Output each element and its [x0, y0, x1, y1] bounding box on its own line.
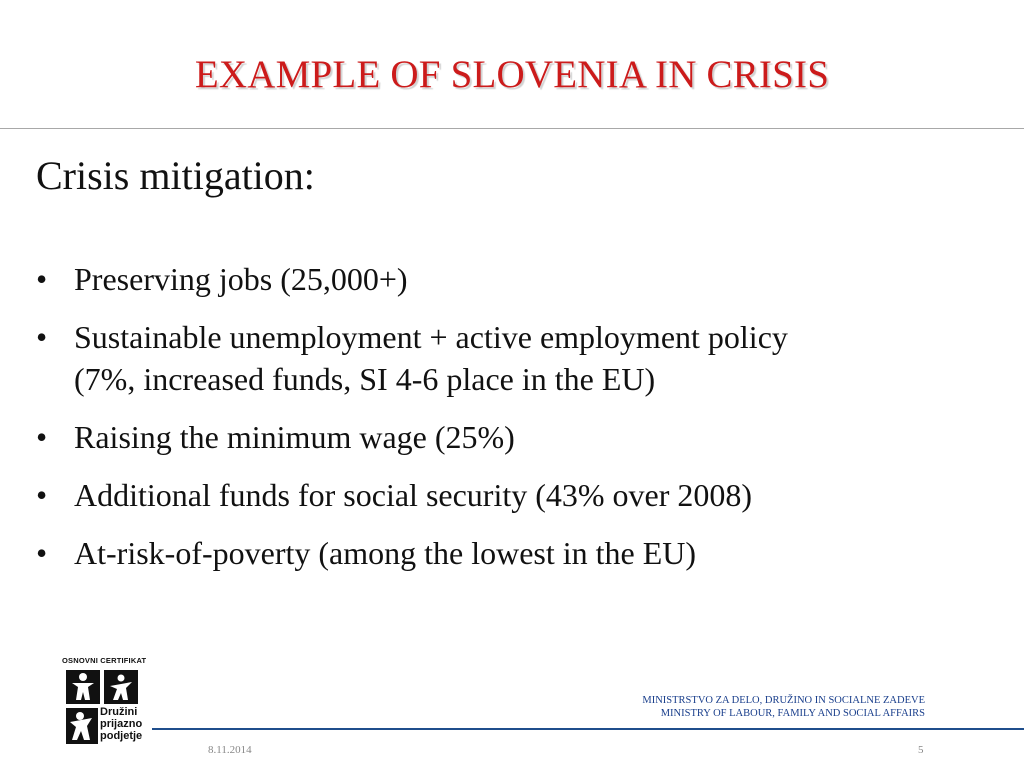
slide-subtitle: Crisis mitigation:: [36, 153, 315, 198]
bullet-item: [36, 532, 986, 574]
ministry-name-slovene: MINISTRSTVO ZA DELO, DRUŽINO IN SOCIALNE ZADEVE: [642, 695, 925, 706]
ministry-name: [642, 694, 925, 720]
ministry-name-english: MINISTRY OF LABOUR, FAMILY AND SOCIAL AFFAIRS: [660, 708, 925, 719]
slide-page-number: 5: [918, 744, 924, 756]
logo-text-line: podjetje: [100, 730, 143, 742]
bullet-text: Sustainable unemployment + active employment policy: [74, 319, 788, 355]
bullet-text: Raising the minimum wage (25%): [74, 419, 515, 455]
bullet-dot: •: [36, 319, 48, 355]
bullet-item: [36, 316, 986, 400]
logo-text-line: prijazno: [100, 718, 143, 730]
certificate-logo: [62, 656, 146, 748]
bullet-item: [36, 416, 986, 458]
bullet-text: Preserving jobs (25,000+): [74, 261, 408, 297]
bullet-dot: •: [36, 261, 48, 297]
footer-divider: [152, 728, 1024, 730]
slide-date: 8.11.2014: [208, 744, 252, 756]
bullet-item: [36, 474, 986, 516]
logo-text: [100, 706, 142, 742]
slide-title: EXAMPLE OF SLOVENIA IN CRISIS: [194, 53, 830, 96]
logo-text-line: Družini: [100, 706, 138, 718]
bullet-text: Additional funds for social security (43% over 2008): [74, 477, 753, 513]
bullet-dot: •: [36, 477, 48, 513]
logo-caption: OSNOVNI CERTIFIKAT: [62, 656, 147, 665]
title-divider: [0, 128, 1024, 129]
bullet-list: [36, 258, 986, 590]
bullet-dot: •: [36, 535, 48, 571]
bullet-text: At-risk-of-poverty (among the lowest in the EU): [74, 535, 697, 571]
bullet-text-continued: (7%, increased funds, SI 4-6 place in the EU): [74, 361, 656, 397]
bullet-item: [36, 258, 986, 300]
bullet-dot: •: [36, 419, 48, 455]
